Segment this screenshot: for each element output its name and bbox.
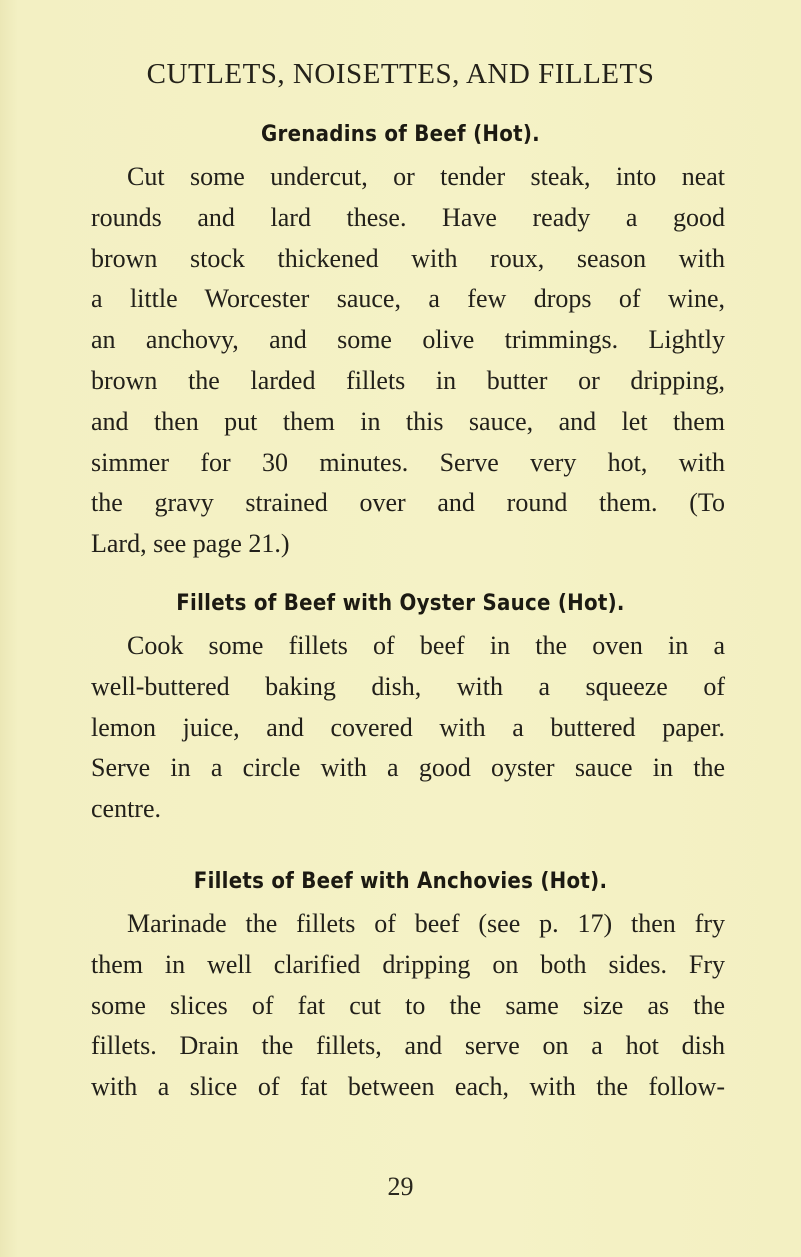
text-line: an anchovy, and some olive trimmings. Lightly xyxy=(91,325,725,355)
text-line: lemon juice, and covered with a buttered paper. xyxy=(91,712,725,742)
recipe-title-oyster-sauce: Fillets of Beef with Oyster Sauce (Hot). xyxy=(176,591,625,616)
text-line: with a slice of fat between each, with the follow- xyxy=(91,1072,725,1102)
text-line: Cut some undercut, or tender steak, into neat xyxy=(127,162,725,191)
text-line: a little Worcester sauce, a few drops of wine, xyxy=(91,284,725,314)
recipe-title-grenadins: Grenadins of Beef (Hot). xyxy=(261,122,540,147)
text-line: Marinade the fillets of beef (see p. 17) then fry xyxy=(127,909,725,938)
text-line: rounds and lard these. Have ready a good xyxy=(91,202,725,232)
recipe-title-anchovies: Fillets of Beef with Anchovies (Hot). xyxy=(193,869,608,894)
text-line: fillets. Drain the fillets, and serve on a hot dish xyxy=(91,1031,725,1061)
running-head: CUTLETS, NOISETTES, AND FILLETS xyxy=(146,58,655,90)
text-line: Cook some fillets of beef in the oven in a xyxy=(127,631,725,660)
text-line: Serve in a circle with a good oyster sauce in the xyxy=(91,753,725,783)
text-line: simmer for 30 minutes. Serve very hot, with xyxy=(91,447,725,477)
text-line: centre. xyxy=(91,794,162,824)
recipe-body-grenadins xyxy=(91,157,725,565)
text-line: Lard, see page 21.) xyxy=(91,529,290,559)
text-line: the gravy strained over and round them. (To xyxy=(91,488,725,518)
recipe-body-anchovies xyxy=(91,904,725,1108)
text-line: well-buttered baking dish, with a squeeze of xyxy=(91,671,725,701)
text-line: and then put them in this sauce, and let them xyxy=(91,406,725,436)
page-number: 29 xyxy=(387,1172,414,1201)
recipe-body-oyster-sauce xyxy=(91,626,725,830)
text-line: some slices of fat cut to the same size as the xyxy=(91,990,725,1020)
text-line: brown the larded fillets in butter or dripping, xyxy=(91,365,725,395)
text-line: brown stock thickened with roux, season with xyxy=(91,243,725,273)
text-line: them in well clarified dripping on both sides. Fry xyxy=(91,949,725,979)
